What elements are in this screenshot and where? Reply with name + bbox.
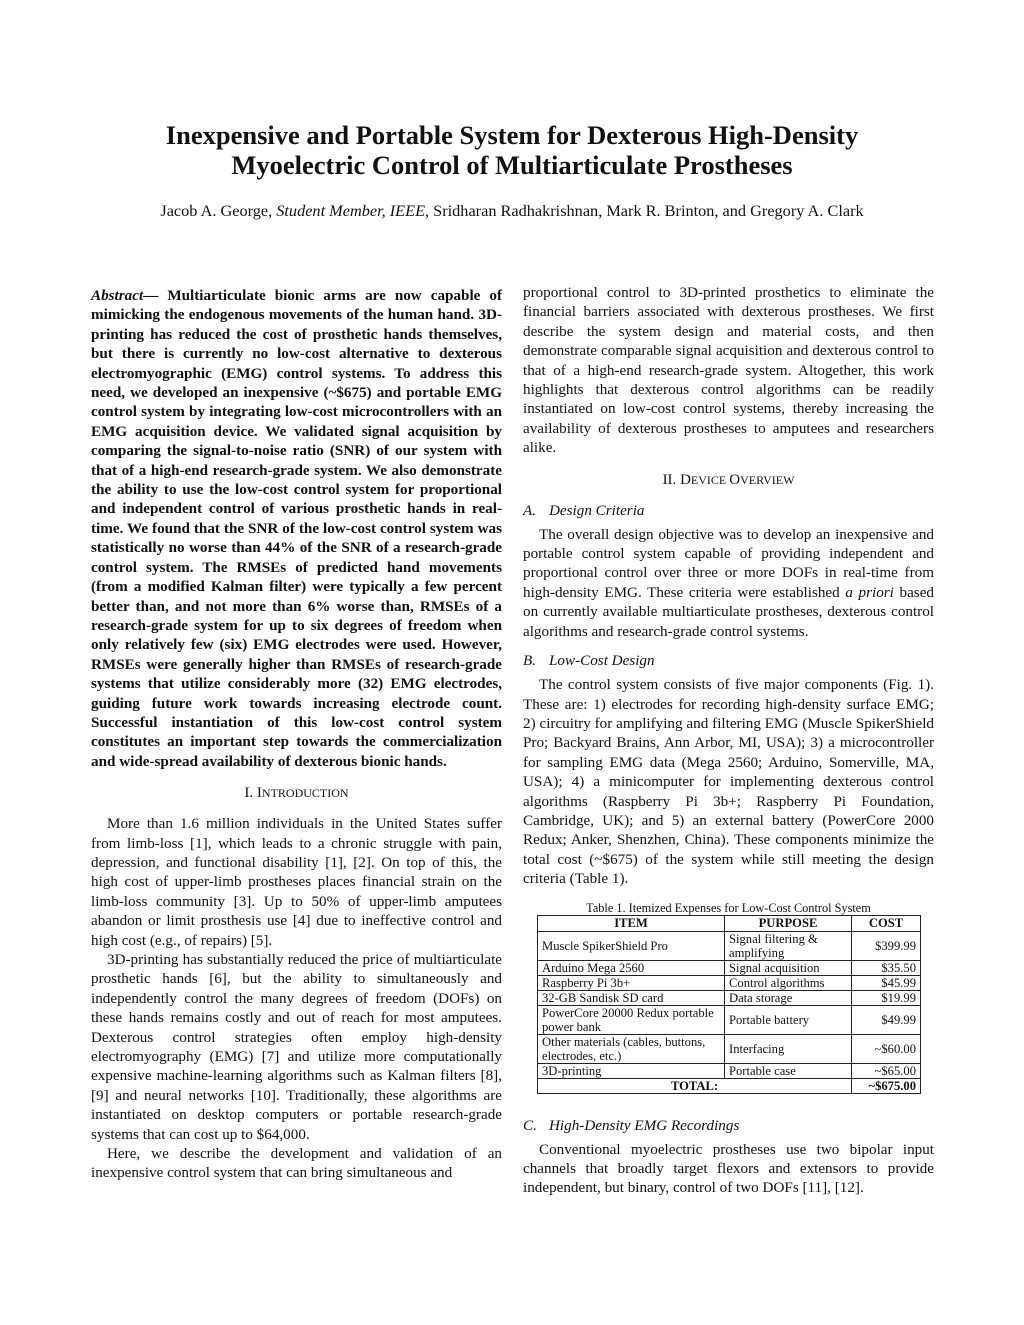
table-header-row: [538, 915, 921, 931]
table-cell: $35.50: [852, 960, 921, 975]
table-cell: Control algorithms: [725, 975, 852, 990]
column-header: ITEM: [538, 915, 725, 931]
table-caption: Table 1. Itemized Expenses for Low-Cost Control System: [586, 900, 871, 915]
table-row: [538, 1063, 921, 1078]
paper-title: [90, 120, 934, 180]
table-cell: 32-GB Sandisk SD card: [538, 990, 725, 1005]
table-cell: Data storage: [725, 990, 852, 1005]
column-header: PURPOSE: [725, 915, 852, 931]
section-number: II.: [662, 471, 681, 488]
author-1: Jacob A. George,: [160, 201, 277, 220]
author-list: [100, 200, 924, 222]
abstract-lead: Abstract: [91, 287, 144, 304]
section-smallcaps: VERVIEW: [740, 472, 795, 487]
low-cost-design-paragraph: The control system consists of five major components (Fig. 1). These are: 1) electrodes for recording high-density surface EMG; 2) circuitry for amplifying and filtering EMG (Muscle SpikerShield Pro; Backyard Brains, Ann Arbor, MI, USA); 3) a microcontroller for sampling EMG data (Mega 2560; Arduino, Somerville, MA, USA); 4) a minicomputer for implementing dexterous control algorithms (Raspberry Pi 3b+; Raspberry Pi Foundation, Cambridge, UK); and 5) an external battery (PowerCore 2000 Redux; Anker, Shenzhen, China). These components minimize the total cost (~$675) of the system while still meeting the design criteria (Table 1).: [523, 676, 934, 888]
table-cell: Raspberry Pi 3b+: [538, 975, 725, 990]
table-total-row: [538, 1078, 921, 1093]
table-cell: Other materials (cables, buttons, electrodes, etc.): [538, 1034, 725, 1063]
other-authors: Sridharan Radhakrishnan, Mark R. Brinton, and Gregory A. Clark: [429, 201, 864, 220]
table-row: [538, 931, 921, 960]
total-value: ~$675.00: [852, 1078, 921, 1093]
table-row: [538, 1034, 921, 1063]
left-column: [91, 283, 502, 1183]
subsection-heading-design-criteria: [523, 501, 934, 520]
text-run: The overall design objective was to develop an inexpensive and portable control system capable of providing independent and proportional control over three or more DOFs in real-time from high-density EMG. These criteria were established: [523, 525, 934, 601]
subsection-number: B.: [523, 652, 537, 670]
title-line-1: Inexpensive and Portable System for Dexterous High-Density: [165, 120, 859, 150]
intro-paragraph-3: Here, we describe the development and validation of an inexpensive control system that can bring simultaneous and: [91, 1145, 502, 1182]
table-cell: $399.99: [852, 931, 921, 960]
table-cell: Signal acquisition: [725, 960, 852, 975]
table-cell: PowerCore 20000 Redux portable power bank: [538, 1005, 725, 1034]
section-heading-introduction: [91, 784, 502, 803]
total-label: TOTAL:: [538, 1078, 852, 1093]
table-row: [538, 960, 921, 975]
subsection-number: A.: [523, 501, 537, 519]
section-initial: D: [680, 471, 691, 488]
abstract: [91, 286, 502, 771]
section-initial: I: [256, 785, 262, 802]
italic-run: a priori: [845, 583, 894, 601]
table-cell: $49.99: [852, 1005, 921, 1034]
intro-paragraph-2: 3D-printing has substantially reduced the price of multiarticulate prosthetic hands [6], but the ability to simultaneously and independently control the many degrees of freedom (DOFs) on these hands remains costly and out of reach for most amputees. Dexterous control strategies often employ high-density electromyography (EMG) [7] and utilize more computationally expensive machine-learning algorithms such as Kalman filters [8], [9] and neural networks [10]. Traditionally, these algorithms are instantiated on desktop computers or portable research-grade systems that can cost up to $64,000.: [91, 951, 502, 1143]
table-row: [538, 1005, 921, 1034]
right-column: [523, 283, 934, 1198]
abstract-text: Multiarticulate bionic arms are now capable of mimicking the endogenous movements of the human hand. 3D-printing has reduced the cost of prosthetic hands themselves, but there is currently no low-cost alternative to dexterous electromyographic (EMG) control systems. To address this need, we developed an inexpensive (~$675) and portable EMG control system by integrating low-cost microcontrollers with an EMG acquisition device. We validated signal acquisition by comparing the signal-to-noise ratio (SNR) of our system with that of a high-end research-grade system. We also demonstrate the ability to use the low-cost control system for proportional and independent control of various prosthetic hands in real-time. We found that the SNR of the low-cost control system was statistically no worse than 44% of the SNR of a research-grade control system. The RMSEs of predicted hand movements (from a modified Kalman filter) were typically a few percent better than, and not more than 6% worse than, RMSEs of a research-grade system for up to six degrees of freedom when only relatively few (six) EMG electrodes were used. However, RMSEs were generally higher than RMSEs of research-grade systems that utilize considerably more (32) EMG electrodes, guiding future work towards increasing electrode count. Successful instantiation of this low-cost control system constitutes an important step towards the commercialization and wide-spread availability of dexterous bionic hands.: [91, 287, 502, 770]
intro-continuation: proportional control to 3D-printed prosthetics to eliminate the financial barriers associated with dexterous prostheses. We first describe the system design and material costs, and then demonstrate comparable signal acquisition and dexterous control to that of a high-end research-grade system. Altogether, this work highlights that dexterous control algorithms can be readily instantiated on low-cost control systems, thereby increasing the availability of dexterous prostheses to amputees and researchers alike.: [523, 284, 934, 457]
table-row: [538, 975, 921, 990]
author-1-role: Student Member, IEEE,: [276, 201, 430, 220]
table-cell: Interfacing: [725, 1034, 852, 1063]
table-cell: ~$65.00: [852, 1063, 921, 1078]
design-criteria-paragraph: [523, 525, 934, 641]
abstract-dash: —: [143, 287, 168, 304]
section-smallcaps: NTRODUCTION: [261, 786, 349, 801]
subsection-heading-hd-emg: [523, 1116, 934, 1135]
subsection-number: C.: [523, 1116, 537, 1134]
table-cell: ~$60.00: [852, 1034, 921, 1063]
table-cell: Portable case: [725, 1063, 852, 1078]
section-smallcaps: EVICE: [690, 472, 730, 487]
table-row: [538, 990, 921, 1005]
table-cell: $45.99: [852, 975, 921, 990]
section-number: I.: [244, 785, 257, 802]
subsection-heading-low-cost-design: [523, 651, 934, 670]
title-line-2: Myoelectric Control of Multiarticulate Prostheses: [231, 150, 793, 180]
subsection-title: Low-Cost Design: [549, 652, 655, 670]
section-heading-device-overview: [523, 471, 934, 490]
table-cell: 3D-printing: [538, 1063, 725, 1078]
expenses-table: [537, 915, 921, 1094]
subsection-title: High-Density EMG Recordings: [549, 1116, 740, 1134]
column-header: COST: [852, 915, 921, 931]
subsection-title: Design Criteria: [549, 501, 645, 519]
text-run: based on currently available multiarticulate prostheses, dexterous control algorithms and research-grade control systems.: [523, 583, 934, 640]
table-cell: Signal filtering & amplifying: [725, 931, 852, 960]
hd-emg-paragraph: Conventional myoelectric prostheses use two bipolar input channels that broadly target flexors and extensors to provide independent, but binary, control of two DOFs [11], [12].: [523, 1140, 934, 1197]
table-cell: Arduino Mega 2560: [538, 960, 725, 975]
section-initial: O: [729, 471, 741, 488]
table-cell: Muscle SpikerShield Pro: [538, 931, 725, 960]
intro-paragraph-1: More than 1.6 million individuals in the United States suffer from limb-loss [1], which leads to a chronic struggle with pain, depression, and functional disability [1], [2]. On top of this, the high cost of upper-limb prostheses places financial strain on the limb-loss community [3]. Up to 50% of upper-limb amputees abandon or limit prosthesis use [4] due to ineffective control and high cost (e.g., of repairs) [5].: [91, 815, 502, 949]
table-cell: Portable battery: [725, 1005, 852, 1034]
table-cell: $19.99: [852, 990, 921, 1005]
